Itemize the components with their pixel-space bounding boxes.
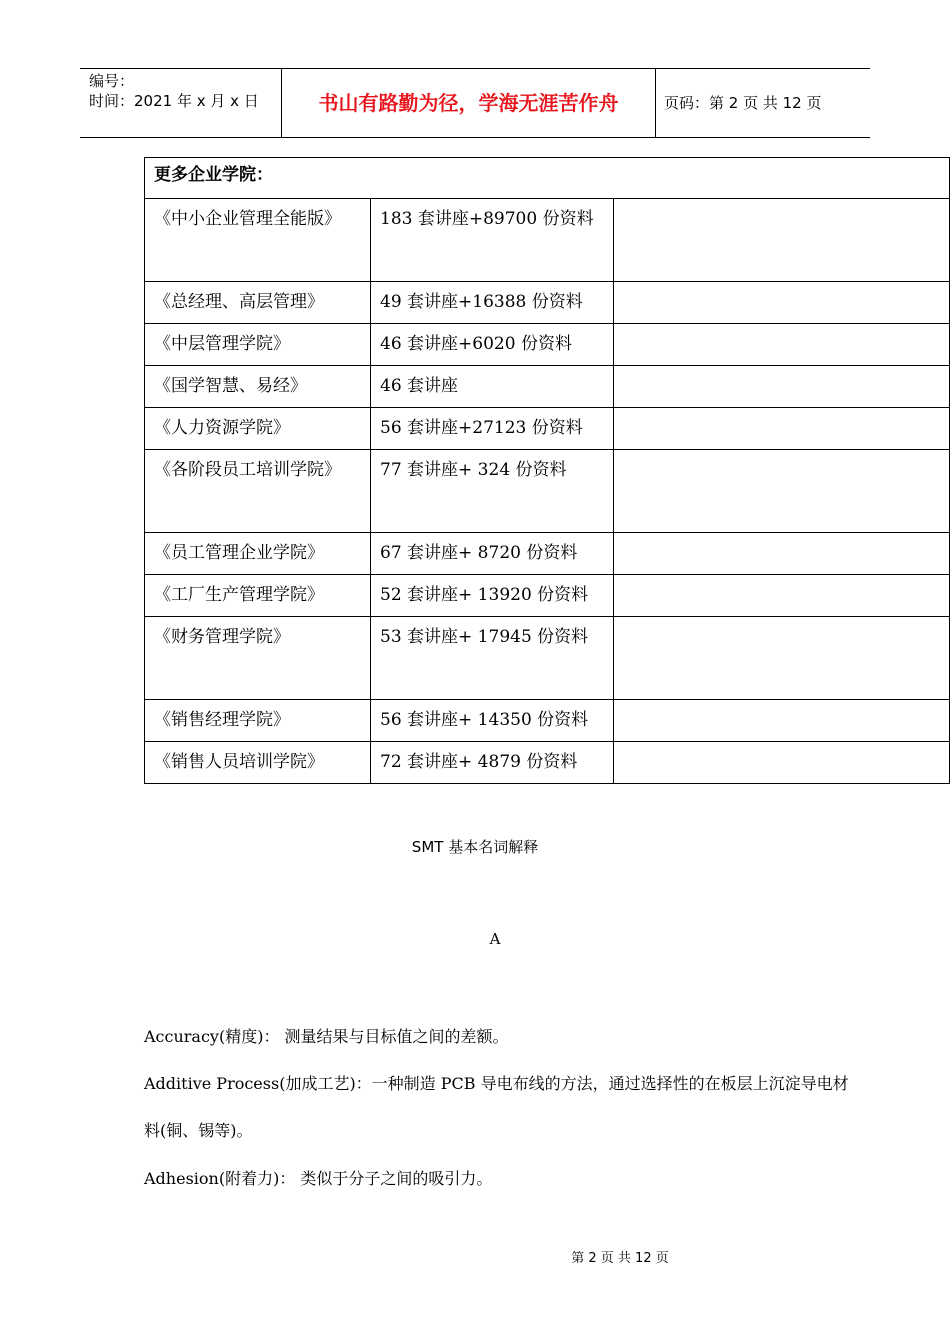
glossary-entry-additive-process: Additive Process(加成工艺)：一种制造 PCB 导电布线的方法，通过选择性的在板层上沉淀导电材料(铜、锡等)。 [144, 1074, 849, 1140]
page-header [80, 68, 870, 138]
resource-table [144, 157, 950, 784]
row-name: 《人力资源学院》 [145, 408, 371, 450]
row-name: 《工厂生产管理学院》 [145, 575, 371, 617]
row-name: 《总经理、高层管理》 [145, 282, 371, 324]
row-content: 46 套讲座 [371, 366, 614, 408]
table-row [145, 282, 950, 324]
row-extra [614, 742, 950, 784]
row-extra [614, 199, 950, 282]
row-name: 《财务管理学院》 [145, 617, 371, 700]
row-name: 《员工管理企业学院》 [145, 533, 371, 575]
row-extra [614, 408, 950, 450]
table-heading: 更多企业学院： [145, 158, 950, 199]
table-heading-row [145, 158, 950, 199]
row-content: 49 套讲座+16388 份资料 [371, 282, 614, 324]
row-content: 53 套讲座+ 17945 份资料 [371, 617, 614, 700]
table-row [145, 408, 950, 450]
row-extra [614, 533, 950, 575]
number-label: 编号： [89, 72, 135, 90]
header-meta [80, 69, 281, 137]
table-row [145, 450, 950, 533]
row-name: 《各阶段员工培训学院》 [145, 450, 371, 533]
row-name: 《国学智慧、易经》 [145, 366, 371, 408]
row-content: 52 套讲座+ 13920 份资料 [371, 575, 614, 617]
row-extra [614, 575, 950, 617]
table-row [145, 533, 950, 575]
table-row [145, 575, 950, 617]
row-extra [614, 366, 950, 408]
row-name: 《销售人员培训学院》 [145, 742, 371, 784]
row-name: 《中层管理学院》 [145, 324, 371, 366]
table-row [145, 324, 950, 366]
row-content: 67 套讲座+ 8720 份资料 [371, 533, 614, 575]
table-row [145, 700, 950, 742]
row-name: 《中小企业管理全能版》 [145, 199, 371, 282]
row-content: 183 套讲座+89700 份资料 [371, 199, 614, 282]
table-row [145, 742, 950, 784]
table-row [145, 366, 950, 408]
row-extra [614, 700, 950, 742]
row-name: 《销售经理学院》 [145, 700, 371, 742]
header-page-info: 页码：第 2 页 共 12 页 [664, 94, 822, 112]
row-content: 72 套讲座+ 4879 份资料 [371, 742, 614, 784]
row-content: 56 套讲座+27123 份资料 [371, 408, 614, 450]
row-extra [614, 282, 950, 324]
table-row [145, 199, 950, 282]
row-content: 77 套讲座+ 324 份资料 [371, 450, 614, 533]
header-motto: 书山有路勤为径，学海无涯苦作舟 [281, 69, 656, 137]
row-extra [614, 450, 950, 533]
glossary-entry-adhesion: Adhesion(附着力)： 类似于分子之间的吸引力。 [144, 1169, 493, 1188]
glossary-entry-accuracy: Accuracy(精度)： 测量结果与目标值之间的差额。 [144, 1027, 509, 1046]
row-content: 46 套讲座+6020 份资料 [371, 324, 614, 366]
section-letter: A [489, 930, 501, 948]
row-extra [614, 324, 950, 366]
page-footer: 第 2 页 共 12 页 [571, 1251, 669, 1266]
row-extra [614, 617, 950, 700]
row-content: 56 套讲座+ 14350 份资料 [371, 700, 614, 742]
document-title: SMT 基本名词解释 [411, 838, 539, 856]
table-row [145, 617, 950, 700]
time-label: 时间：2021 年 x 月 x 日 [89, 92, 259, 110]
